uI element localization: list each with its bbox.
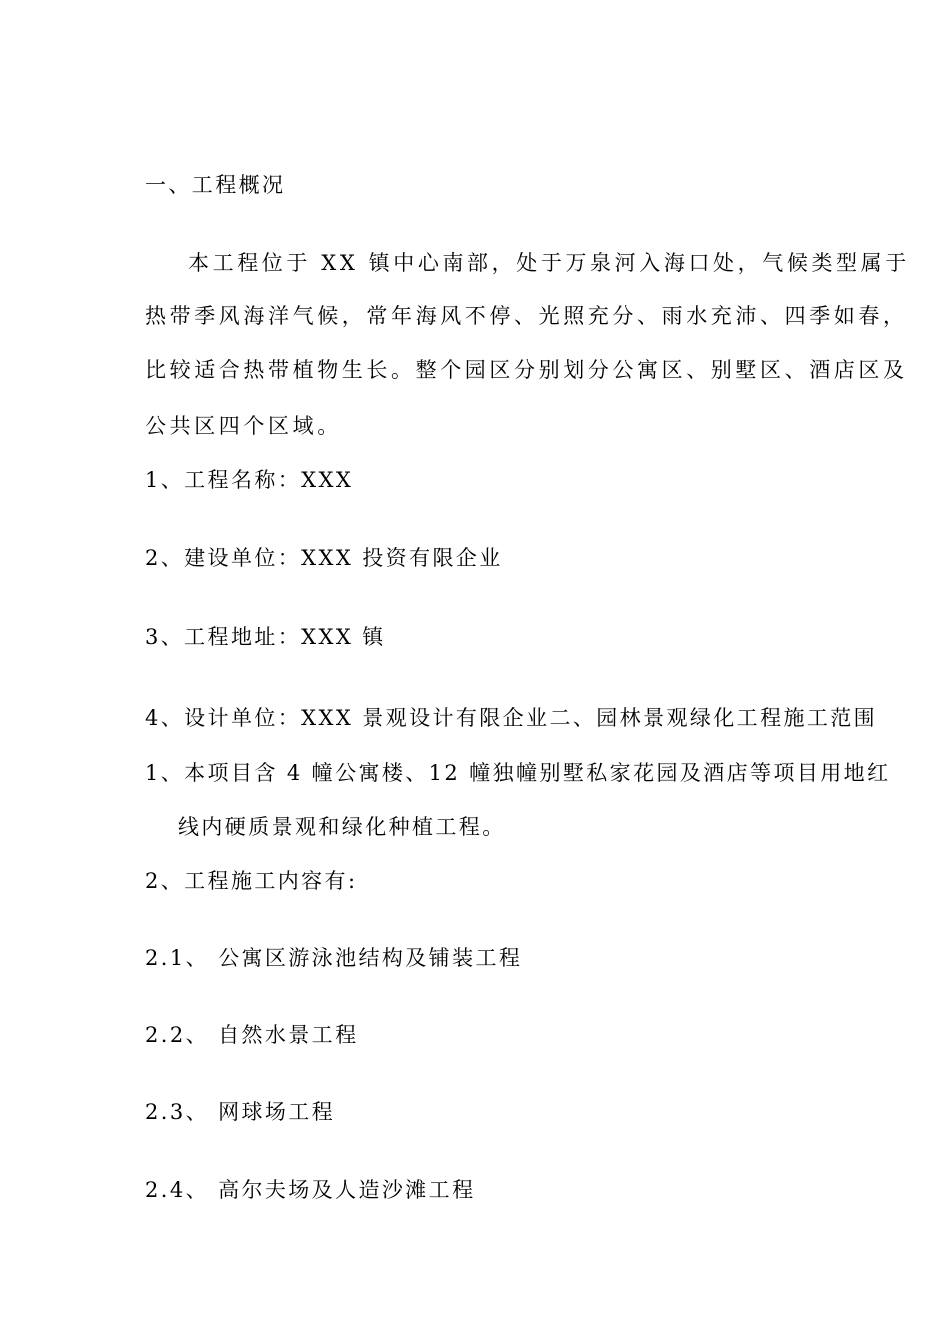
list-item-project-address: 3、工程地址：XXX 镇 (145, 625, 386, 649)
paragraph-line: 本工程位于 XX 镇中心南部，处于万泉河入海口处，气候类型属于 (188, 251, 910, 275)
paragraph-line: 比较适合热带植物生长。整个园区分别划分公寓区、别墅区、酒店区及 (145, 358, 908, 382)
list-item-scope-continued: 线内硬质景观和绿化种植工程。 (178, 815, 506, 839)
list-item-construction-unit: 2、建设单位：XXX 投资有限企业 (145, 546, 503, 570)
section-heading-overview: 一、工程概况 (145, 173, 286, 197)
sub-item-golf-beach: 2.4、 高尔夫场及人造沙滩工程 (145, 1178, 476, 1202)
paragraph-line: 公共区四个区域。 (145, 414, 342, 438)
list-item-project-name: 1、工程名称：XXX (145, 468, 354, 492)
list-item-scope: 1、本项目含 4 幢公寓楼、12 幢独幢别墅私家花园及酒店等项目用地红 (145, 761, 891, 785)
sub-item-pool: 2.1、 公寓区游泳池结构及铺装工程 (145, 946, 523, 970)
sub-item-water-feature: 2.2、 自然水景工程 (145, 1023, 359, 1047)
list-item-construction-content: 2、工程施工内容有: (145, 869, 358, 893)
sub-item-tennis-court: 2.3、 网球场工程 (145, 1100, 336, 1124)
list-item-design-unit: 4、设计单位：XXX 景观设计有限企业二、园林景观绿化工程施工范围 (145, 706, 878, 730)
paragraph-line: 热带季风海洋气候，常年海风不停、光照充分、雨水充沛、四季如春， (145, 304, 908, 328)
